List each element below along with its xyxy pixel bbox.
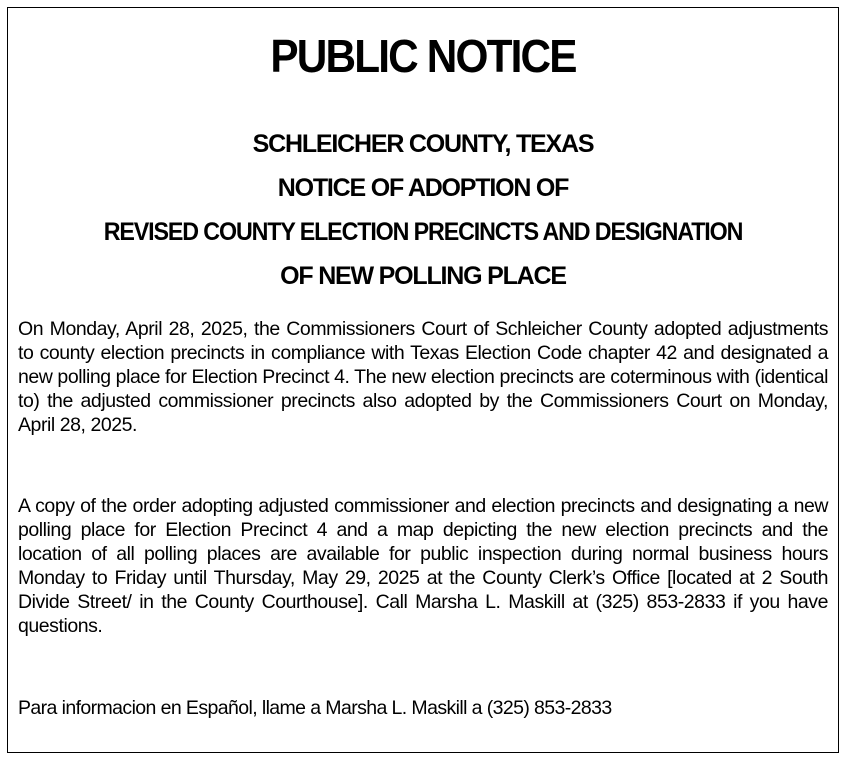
paragraph-spanish-contact: Para informacion en Español, llame a Marsha L. Maskill a (325) 853-2833 bbox=[18, 697, 612, 719]
subheading-revised-precincts: REVISED COUNTY ELECTION PRECINCTS AND DESIGNATION bbox=[103, 218, 743, 246]
notice-subheading bbox=[8, 122, 838, 298]
paragraph-adoption: On Monday, April 28, 2025, the Commissioners Court of Schleicher County adopted adjustments to county election precincts in compliance with Texas Election Code chapter 42 and designated a new polling place for Election Precinct 4. The new election precincts are coterminous with (identical to) the adjusted commissioner precincts also adopted by the Commissioners Court on Monday, April 28, 2025. bbox=[18, 318, 828, 436]
subheading-new-polling-place: OF NEW POLLING PLACE bbox=[280, 262, 566, 290]
paragraph-public-inspection: A copy of the order adopting adjusted commissioner and election precincts and designating a new polling place for Election Precinct 4 and a map depicting the new election precincts and the location of all polling places are available for public inspection during normal business hours Monday to Friday until Thursday, May 29, 2025 at the County Clerk’s Office [located at 2 South Divide Street/ in the County Courthouse]. Call Marsha L. Maskill at (325) 853-2833 if you have questions. bbox=[18, 495, 828, 637]
subheading-county: SCHLEICHER COUNTY, TEXAS bbox=[252, 130, 594, 158]
subheading-notice-of-adoption: NOTICE OF ADOPTION OF bbox=[277, 174, 569, 202]
public-notice-box bbox=[7, 7, 839, 753]
notice-title: PUBLIC NOTICE bbox=[270, 30, 576, 82]
